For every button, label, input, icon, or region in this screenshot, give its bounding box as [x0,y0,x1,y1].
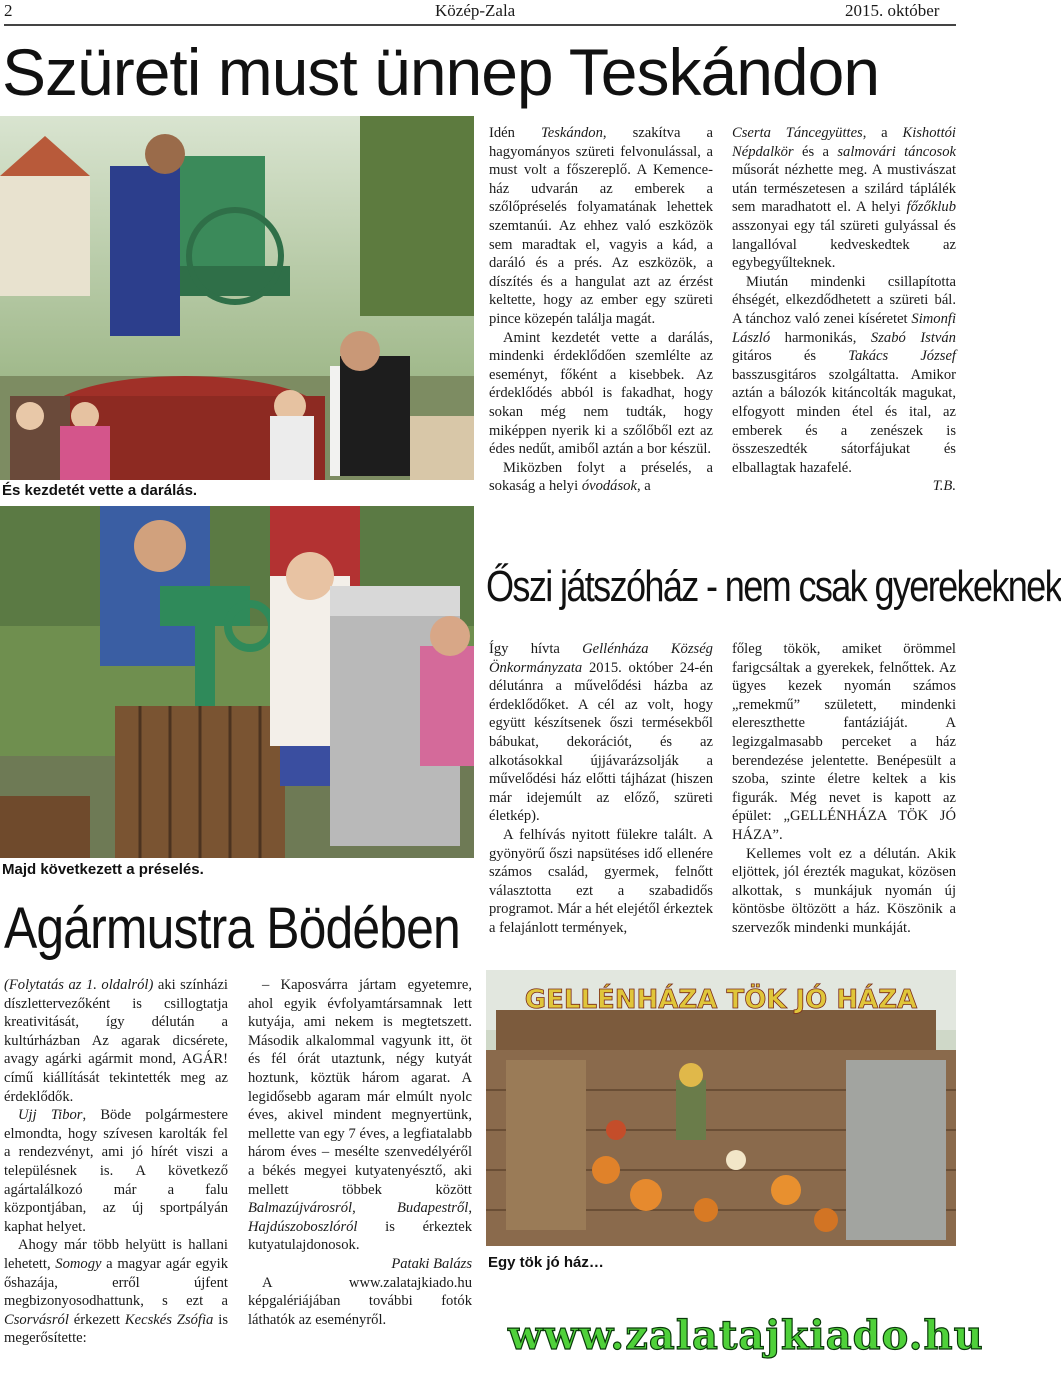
page-number: 2 [4,1,13,20]
paragraph: – Kaposvárra jártam egyetemre, ahol egyik évfolyamtársamnak lett kutyája, ami nekem is megtetszett. Második alkalommal vagyunk itt, öt és fél órát utaztunk, négy kutyát hoztunk, köztük három agarat. A legidősebb agaram már elmúlt nyolc éves, akivel mindent megnyertünk, mellette van egy 7 éves, a legfiatalabb három éves – mesélte szenvedélyéről a békés megyei kutyatenyésztő, aki mellett többek között Balmazújvárosról, Budapestről, Hajdúszoboszlóról is érkeztek kutyatulajdonosok. [248,977,472,1254]
website-banner[interactable]: www.zalatajkiado.hu [508,1312,984,1359]
publication-name: Közép-Zala [435,1,516,20]
paragraph: Amint kezdetét vette a darálás, mindenki érdeklődően szemlélte az eseményt, főként a kisebbek. Az érdeklődés abból is fakadhat, hogy sokan még nem tudták, hogy miképpen nyerik ki a szőlőből ezt az édes nedűt, amiből aztán a bor készül. [489,329,713,458]
photo-sign-text: GELLÉNHÁZA TÖK JÓ HÁZA [524,985,918,1015]
photo-pressing [0,506,474,858]
article1-signature: T.B. [932,478,956,495]
paragraph: főleg tökök, amiket örömmel farigcsáltak a gyerekek, felnőttek. Az ügyes kezek nyomán számos „remekmű” született, mindenki elereszthette fantáziáját. A legizgalmasabb perceket a ház berendezése jelentette. Benépesült a szoba, szinte életre keltek a kis figurák. Még nevet is kapott az épület: „GELLÉNHÁZA TÖK JÓ HÁZA”. [732,641,956,843]
paragraph: Idén Teskándon, szakítva a hagyományos szüreti felvonulással, a must volt a főszereplő. A Kemence-ház udvarán az emberek a szőlőpréselés folyamatának lehettek szemtanúi. Az ehhez való eszközök sem maradtak el, vagyis a kád, a daráló és a prés. Az eszközök, a díszítés és a hangulat azt az érzést keltette, hogy az ember egy szüreti pince közepén találja magát. [489,125,713,327]
paragraph: Kellemes volt ez a délután. Akik eljöttek, jól érezték magukat, közösen alkottak, s munkájuk nyomán új köntösbe öltözött a ház. Köszönik a szervezők mindenki munkáját. [732,845,956,936]
paragraph: Ahogy már több helyütt is hallani lehetett, Somogy a magyar agár egyik őshazája, erről újfent megbizonyosodhattunk, s ezt a Csorvásról érkezett Kecskés Zsófia is megerősítette: [4,1237,228,1347]
photo-grinding [0,116,474,480]
article3-footnote: A www.zalatajkiado.hu képgalériájában további fotók láthatók az eseményről. [248,1274,472,1328]
photo-pumpkin-caption: Egy tök jó ház… [488,1254,604,1271]
photo-pumpkin-house-image [486,970,956,1246]
article-title-szureti: Szüreti must ünnep Teskándon [2,35,880,109]
paragraph: Miközben folyt a préselés, a sokaság a helyi óvodások, a [489,459,713,495]
issue-date: 2015. október [845,1,940,20]
header-rule [4,24,956,26]
article-title-agarmustra: Agármustra Bödében [4,896,460,961]
article1-column-1 [489,124,713,496]
paragraph: (Folytatás az 1. oldalról) aki színházi díszlettervezőként is csillogtatja kreativitását, így délután a kultúrházban Az agarak dicsérete, avagy agárki agármit mond, AGÁR! című kiállítását tekintették meg az érdeklődők. [4,977,228,1105]
photo-pumpkin-house [486,970,956,1246]
article3-column-2 [248,976,472,1329]
page-header [0,0,960,24]
article-title-oszi-jatszohaz: Őszi játszóház - nem csak gyerekeknek [486,562,1061,611]
article3-signature: Pataki Balázs [391,1255,472,1272]
article1-column-2 [732,124,956,496]
paragraph: A felhívás nyitott fülekre talált. A gyönyörű őszi napsütéses idő ellenére számos család, gyermek, felnőtt választotta ezt a szabadidős programot. Már a hét elejétől érkeztek a felajánlott termények, [489,826,713,936]
paragraph: Miután mindenki csillapította éhségét, elkezdődhetett a szüreti bál. A tánchoz való zenei kíséretet Simonfi László harmonikás, Szabó István gitáros és Takács József basszusgitáros szolgáltatta. Amikor aztán a bálozók kitáncolták magukat, elfogyott minden étel és ital, az emberek és a zenészek is összeszedték sátorfájukat és elballagtak hazafelé. [732,273,956,476]
paragraph: Cserta Táncegyüttes, a Kishottói Népdalkör és a salmovári táncosok műsorát nézhette meg. A mustivászat után természetesen a szilárd táplálék sem maradhatott el. A helyi főzőklub asszonyai egy tál szüreti gulyással és langallóval kedveskedtek az egybegyűlteknek. [732,125,956,272]
photo-grinding-image [0,116,474,480]
article2-column-2 [732,640,956,938]
photo-pressing-caption: Majd következett a préselés. [2,861,204,878]
article3-column-1 [4,976,228,1348]
article2-column-1 [489,640,713,938]
paragraph: Ujj Tibor, Böde polgármestere elmondta, hogy szívesen karolták fel a rendezvényt, ami jó hírét viszi a településnek is. A következő agártalálkozó már a falu központjában, az új sportpályán kaphat helyet. [4,1107,228,1235]
photo-pressing-image [0,506,474,858]
photo-grinding-caption: És kezdetét vette a darálás. [2,482,198,499]
paragraph: Így hívta Gellénháza Község Önkormányzata 2015. október 24-én délutánra a művelődési házba az érdeklődőket. A cél az volt, hogy együtt készítsenek őszi termésekből bábukat, dekorációt, és az alkotásokkal újjávarázsolják a művelődési ház előtti tájházat (hiszen már idejemúlt az előző, szüreti életkép). [489,641,713,825]
